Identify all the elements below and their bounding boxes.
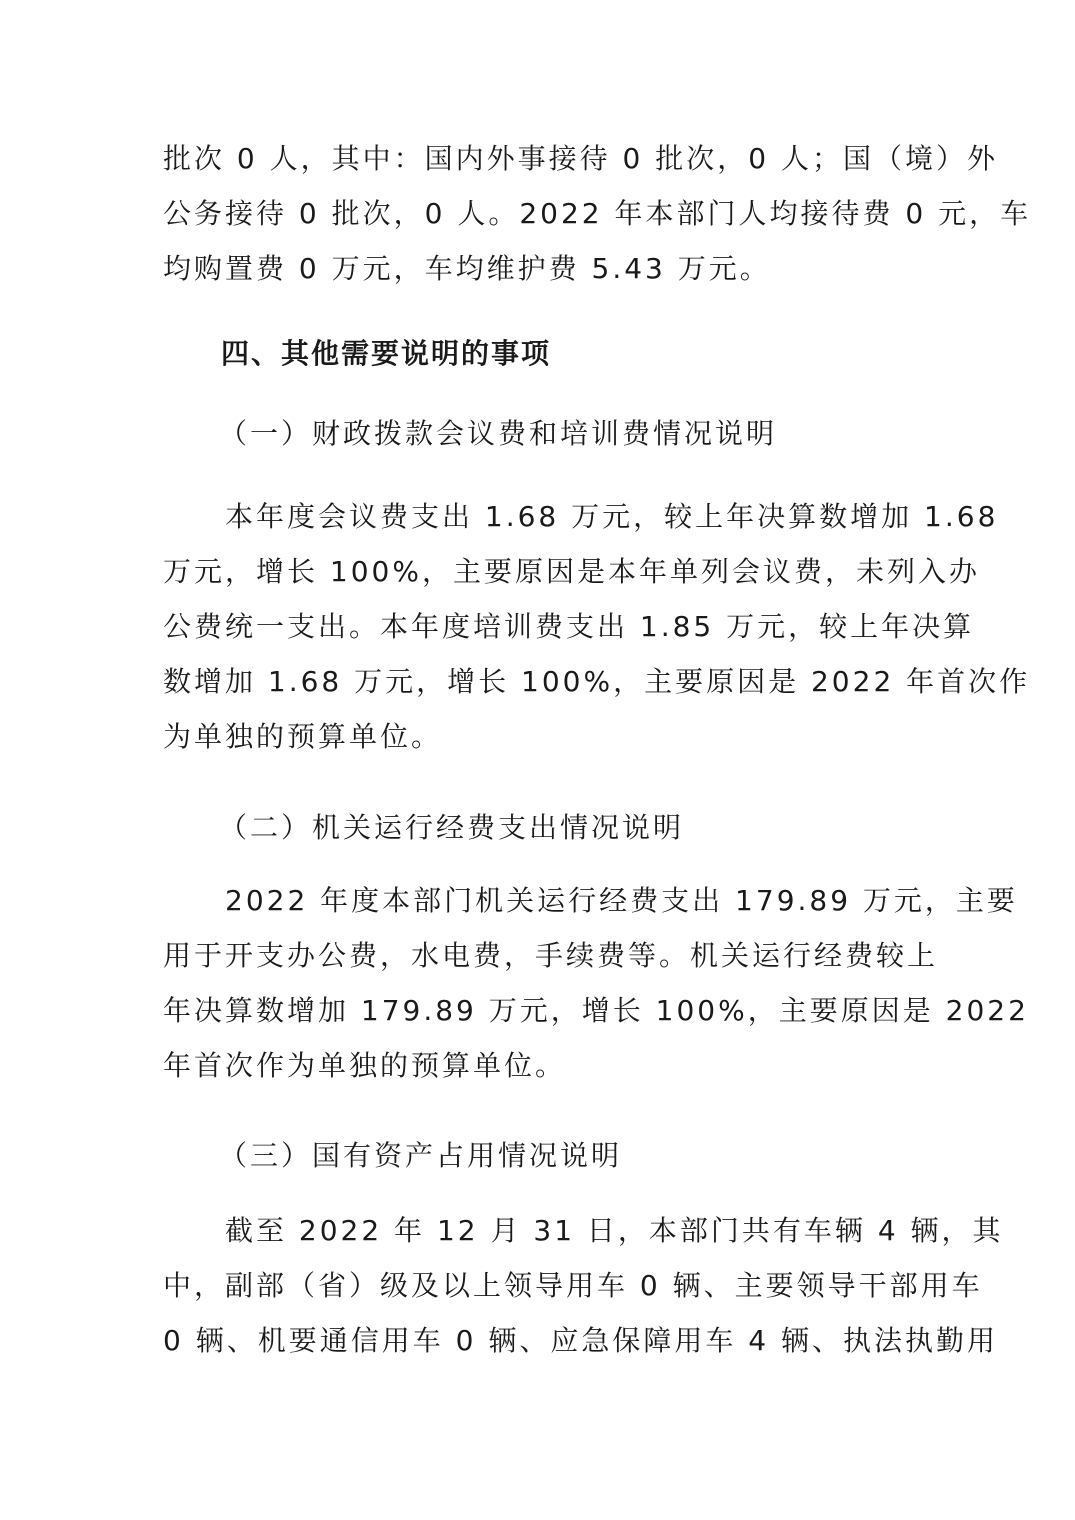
paragraph-operating-expenses <box>163 873 1029 1093</box>
section-heading-other-matters: 四、其他需要说明的事项 <box>221 337 552 370</box>
text-line: 2022 年度本部门机关运行经费支出 179.89 万元，主要 <box>163 884 1018 917</box>
subsection-heading-operating-expenses: （二）机关运行经费支出情况说明 <box>219 811 685 844</box>
text-line: 年首次作为单独的预算单位。 <box>163 1049 567 1082</box>
text-line: 公务接待 0 批次，0 人。2022 年本部门人均接待费 0 元，车 <box>163 197 1032 230</box>
text-line: 截至 2022 年 12 月 31 日，本部门共有车辆 4 辆，其 <box>163 1214 1004 1247</box>
text-line: 数增加 1.68 万元，增长 100%，主要原因是 2022 年首次作 <box>163 665 1031 698</box>
text-line: 均购置费 0 万元，车均维护费 5.43 万元。 <box>163 252 771 285</box>
subsection-heading-state-assets: （三）国有资产占用情况说明 <box>219 1139 623 1172</box>
text-line: 万元，增长 100%，主要原因是本年单列会议费，未列入办 <box>163 555 980 588</box>
text-line: 年决算数增加 179.89 万元，增长 100%，主要原因是 2022 <box>163 994 1029 1027</box>
text-line: 中，副部（省）级及以上领导用车 0 辆、主要领导干部用车 <box>163 1269 983 1302</box>
paragraph-state-assets <box>163 1203 1004 1368</box>
text-line: 为单独的预算单位。 <box>163 720 443 753</box>
paragraph-meeting-training <box>163 489 1031 764</box>
text-line: 用于开支办公费，水电费，手续费等。机关运行经费较上 <box>163 939 939 972</box>
paragraph-reception-summary <box>163 131 1032 296</box>
subsection-heading-meeting-training: （一）财政拨款会议费和培训费情况说明 <box>219 417 778 450</box>
text-line: 本年度会议费支出 1.68 万元，较上年决算数增加 1.68 <box>163 500 999 533</box>
text-line: 批次 0 人，其中：国内外事接待 0 批次，0 人；国（境）外 <box>163 142 998 175</box>
text-line: 公费统一支出。本年度培训费支出 1.85 万元，较上年决算 <box>163 610 975 643</box>
text-line: 0 辆、机要通信用车 0 辆、应急保障用车 4 辆、执法执勤用 <box>163 1324 998 1357</box>
